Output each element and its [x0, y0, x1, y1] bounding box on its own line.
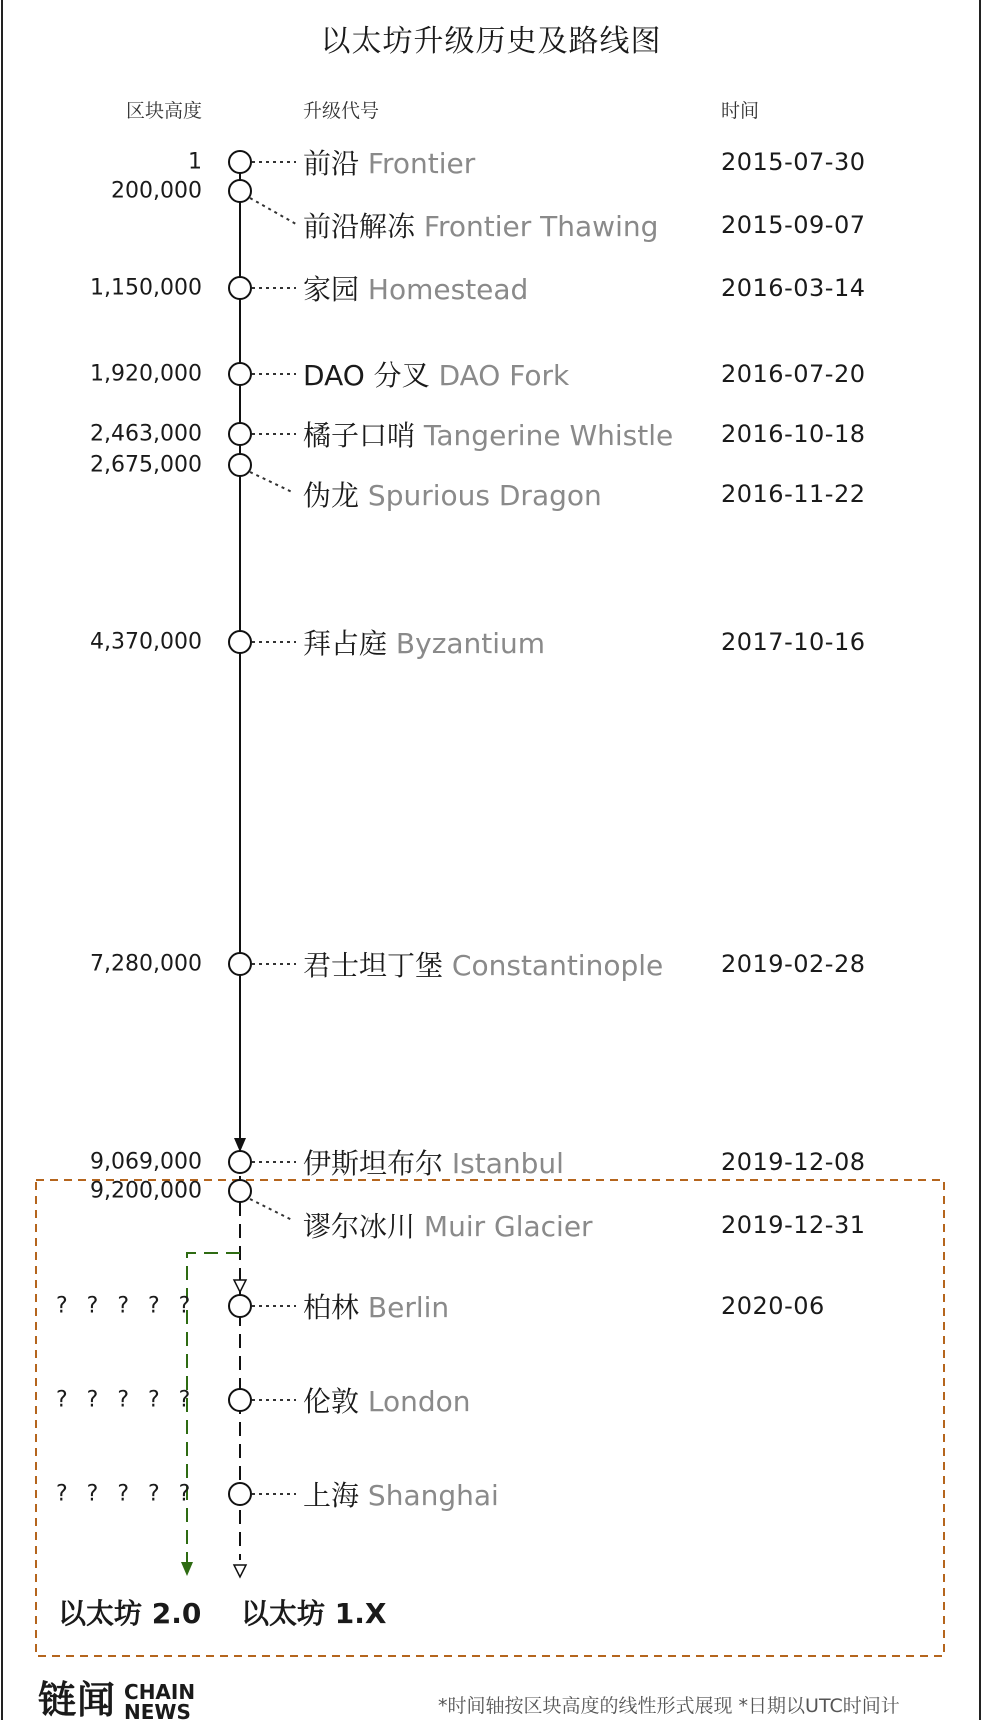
upgrade-name [303, 414, 673, 454]
upgrade-date: 2017-10-16 [721, 628, 866, 656]
upgrade-date: 2019-02-28 [721, 950, 866, 978]
logo-en-text [124, 1682, 195, 1722]
node-berlin [229, 1295, 251, 1317]
node-muir-glacier [229, 1180, 251, 1202]
upgrade-name-zh: 伊斯坦布尔 [303, 1147, 444, 1180]
upgrade-name [303, 944, 663, 984]
upgrade-name [303, 268, 528, 308]
main-timeline-arrowhead [234, 1138, 246, 1152]
upgrade-name-en: Istanbul [451, 1147, 564, 1180]
upgrade-name-zh: 谬尔冰川 [303, 1210, 416, 1243]
upgrade-name-zh: 柏林 [303, 1291, 360, 1324]
future-upgrades-box [36, 1180, 944, 1656]
upgrade-date: 2016-03-14 [721, 274, 866, 302]
upgrade-name-en: DAO Fork [438, 359, 570, 392]
node-spurious-dragon [229, 454, 251, 476]
logo-en-line1: CHAIN [124, 1680, 196, 1704]
block-height: 1,150,000 [90, 275, 202, 301]
upgrade-name [303, 1142, 564, 1182]
upgrade-name-en: Constantinople [451, 949, 664, 982]
unknown-block-height: ? ? ? ? ? [56, 1387, 197, 1413]
header-block-height: 区块高度 [125, 100, 202, 122]
upgrade-name-en: Muir Glacier [423, 1210, 593, 1243]
upgrade-name-en: Spurious Dragon [367, 479, 602, 512]
upgrade-name-en: Tangerine Whistle [423, 419, 674, 452]
block-height: 4,370,000 [90, 629, 202, 655]
upgrade-name-zh: 拜占庭 [303, 627, 388, 660]
block-height: 7,280,000 [90, 951, 202, 977]
node-tangerine-whistle [229, 423, 251, 445]
node-shanghai [229, 1483, 251, 1505]
node-frontier [229, 151, 251, 173]
upgrade-name-zh: 伦敦 [303, 1385, 360, 1418]
unknown-block-height: ? ? ? ? ? [56, 1293, 197, 1319]
connector-muir-glacier [250, 1199, 292, 1220]
eth1-label: 以太坊 1.X [241, 1597, 387, 1630]
upgrade-name-zh: 伪龙 [303, 479, 360, 512]
node-dao-fork [229, 363, 251, 385]
upgrade-name-en: Frontier [367, 147, 476, 180]
upgrade-name [303, 1286, 449, 1326]
upgrade-name-en: Shanghai [367, 1479, 499, 1512]
upgrade-date: 2016-07-20 [721, 360, 866, 388]
upgrade-name [303, 1380, 471, 1420]
upgrade-date: 2020-06 [721, 1292, 825, 1320]
node-london [229, 1389, 251, 1411]
unknown-block-height: ? ? ? ? ? [56, 1481, 197, 1507]
upgrade-name-zh: 前沿解冻 [303, 210, 416, 243]
header-time: 时间 [721, 100, 760, 122]
upgrade-name-zh: 橘子口哨 [303, 419, 416, 452]
node-homestead [229, 277, 251, 299]
logo-en-line2: NEWS [124, 1700, 191, 1724]
block-height: 2,675,000 [90, 452, 202, 478]
upgrade-date: 2019-12-31 [721, 1211, 866, 1239]
upgrade-name-zh: 家园 [303, 273, 360, 306]
upgrade-name-en: Homestead [367, 273, 529, 306]
node-constantinople [229, 953, 251, 975]
upgrade-name-zh: 上海 [303, 1479, 360, 1512]
eth1-arrowhead [234, 1565, 246, 1577]
upgrade-date: 2015-09-07 [721, 211, 866, 239]
upgrade-date: 2016-10-18 [721, 420, 866, 448]
node-frontier-thawing [229, 180, 251, 202]
upgrade-name [303, 1474, 499, 1514]
upgrade-name-zh: DAO 分叉 [303, 359, 430, 392]
page-title: 以太坊升级历史及路线图 [320, 24, 662, 59]
block-height: 9,200,000 [90, 1178, 202, 1204]
upgrade-name [303, 205, 658, 245]
upgrade-date: 2015-07-30 [721, 148, 866, 176]
upgrade-name-en: Frontier Thawing [423, 210, 659, 243]
eth2-arrowhead [181, 1562, 193, 1576]
upgrade-name [303, 142, 475, 182]
header-upgrade-code: 升级代号 [303, 100, 380, 122]
block-height: 1,920,000 [90, 361, 202, 387]
node-byzantium [229, 631, 251, 653]
upgrade-name-en: London [367, 1385, 471, 1418]
upgrade-name [303, 474, 602, 514]
upgrade-name [303, 622, 545, 662]
block-height: 200,000 [111, 178, 202, 204]
block-height: 9,069,000 [90, 1149, 202, 1175]
upgrade-name-zh: 前沿 [303, 147, 360, 180]
berlin-arrowhead [234, 1280, 246, 1292]
block-height: 1 [188, 149, 202, 175]
eth2-label: 以太坊 2.0 [58, 1597, 202, 1630]
connector-frontier-thawing [250, 198, 296, 224]
upgrade-name-en: Berlin [367, 1291, 450, 1324]
chainnews-logo [38, 1678, 196, 1724]
block-height: 2,463,000 [90, 421, 202, 447]
node-istanbul [229, 1151, 251, 1173]
footnote: *时间轴按区块高度的线性形式展现 *日期以UTC时间计 [438, 1695, 900, 1717]
connector-spurious-dragon [250, 472, 292, 492]
logo-zh-text: 链闻 [38, 1678, 117, 1722]
upgrade-name-en: Byzantium [395, 627, 546, 660]
upgrade-name [303, 354, 569, 394]
upgrade-date: 2016-11-22 [721, 480, 866, 508]
upgrade-date: 2019-12-08 [721, 1148, 866, 1176]
upgrade-name-zh: 君士坦丁堡 [303, 949, 444, 982]
upgrade-name [303, 1205, 593, 1245]
